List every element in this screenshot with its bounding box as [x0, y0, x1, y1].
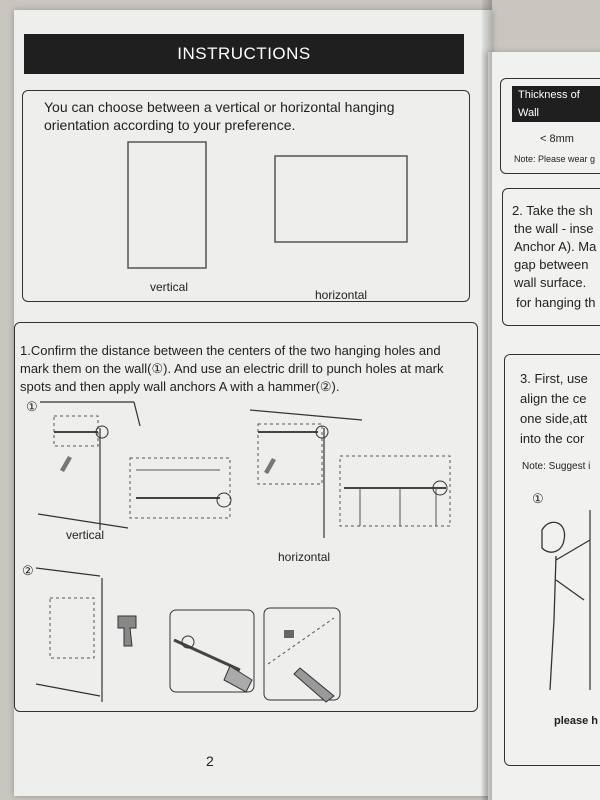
step3-line-1: 3. First, use — [520, 371, 588, 386]
drilling-closeup-illustration — [170, 610, 260, 700]
step2-line-4: gap between — [514, 257, 589, 272]
person-installing-illustration — [520, 500, 600, 700]
orientation-text: You can choose between a vertical or horizontal hanging orientation according to your preference. — [44, 99, 395, 133]
orientation-vertical-label: vertical — [150, 280, 189, 294]
step3-line-2: align the ce — [520, 391, 587, 406]
thickness-16mm: > 16mm — [538, 109, 579, 121]
step1-horizontal-label: horizontal — [278, 550, 331, 564]
step-marker-1: ① — [26, 399, 38, 414]
orientation-horizontal-label: horizontal — [315, 288, 368, 302]
thickness-8mm: < 8mm — [540, 133, 574, 145]
step3-line-3: one side,att — [520, 411, 588, 426]
page-title: INSTRUCTIONS — [24, 34, 464, 74]
note-wear: Note: Please wear g — [514, 154, 596, 164]
horizontal-frame-illustration — [275, 156, 410, 246]
book-spine — [482, 0, 492, 800]
step1-text: 1.Confirm the distance between the centers of the two hanging holes and mark them on the wall(①). And use an electric drill to punch holes at mark spots and then apply wall anchors A with a hammer(②). — [20, 343, 444, 394]
horizontal-marking-illustration — [250, 408, 460, 538]
vertical-marking-illustration — [40, 400, 240, 530]
please-note: please h — [554, 715, 599, 727]
step2-line-6: for hanging th — [516, 295, 596, 310]
step2-line-3: Anchor A). Ma — [514, 239, 597, 254]
step1-vertical-label: vertical — [66, 528, 105, 542]
right-step-marker-1: ① — [532, 491, 544, 506]
vertical-frame-illustration — [128, 142, 208, 272]
step2-line-1: 2. Take the sh — [512, 203, 593, 218]
step3-line-4: into the cor — [520, 431, 585, 446]
step2-line-5: wall surface. — [514, 275, 587, 290]
thickness-header: Thickness of Wall — [512, 86, 600, 122]
step-marker-2: ② — [22, 563, 34, 578]
drill-wall-illustration — [36, 568, 166, 702]
step2-line-2: the wall - inse — [514, 221, 594, 236]
note-suggest: Note: Suggest i — [522, 461, 591, 472]
hammer-anchor-illustration — [264, 608, 344, 704]
page-number: 2 — [206, 753, 214, 769]
